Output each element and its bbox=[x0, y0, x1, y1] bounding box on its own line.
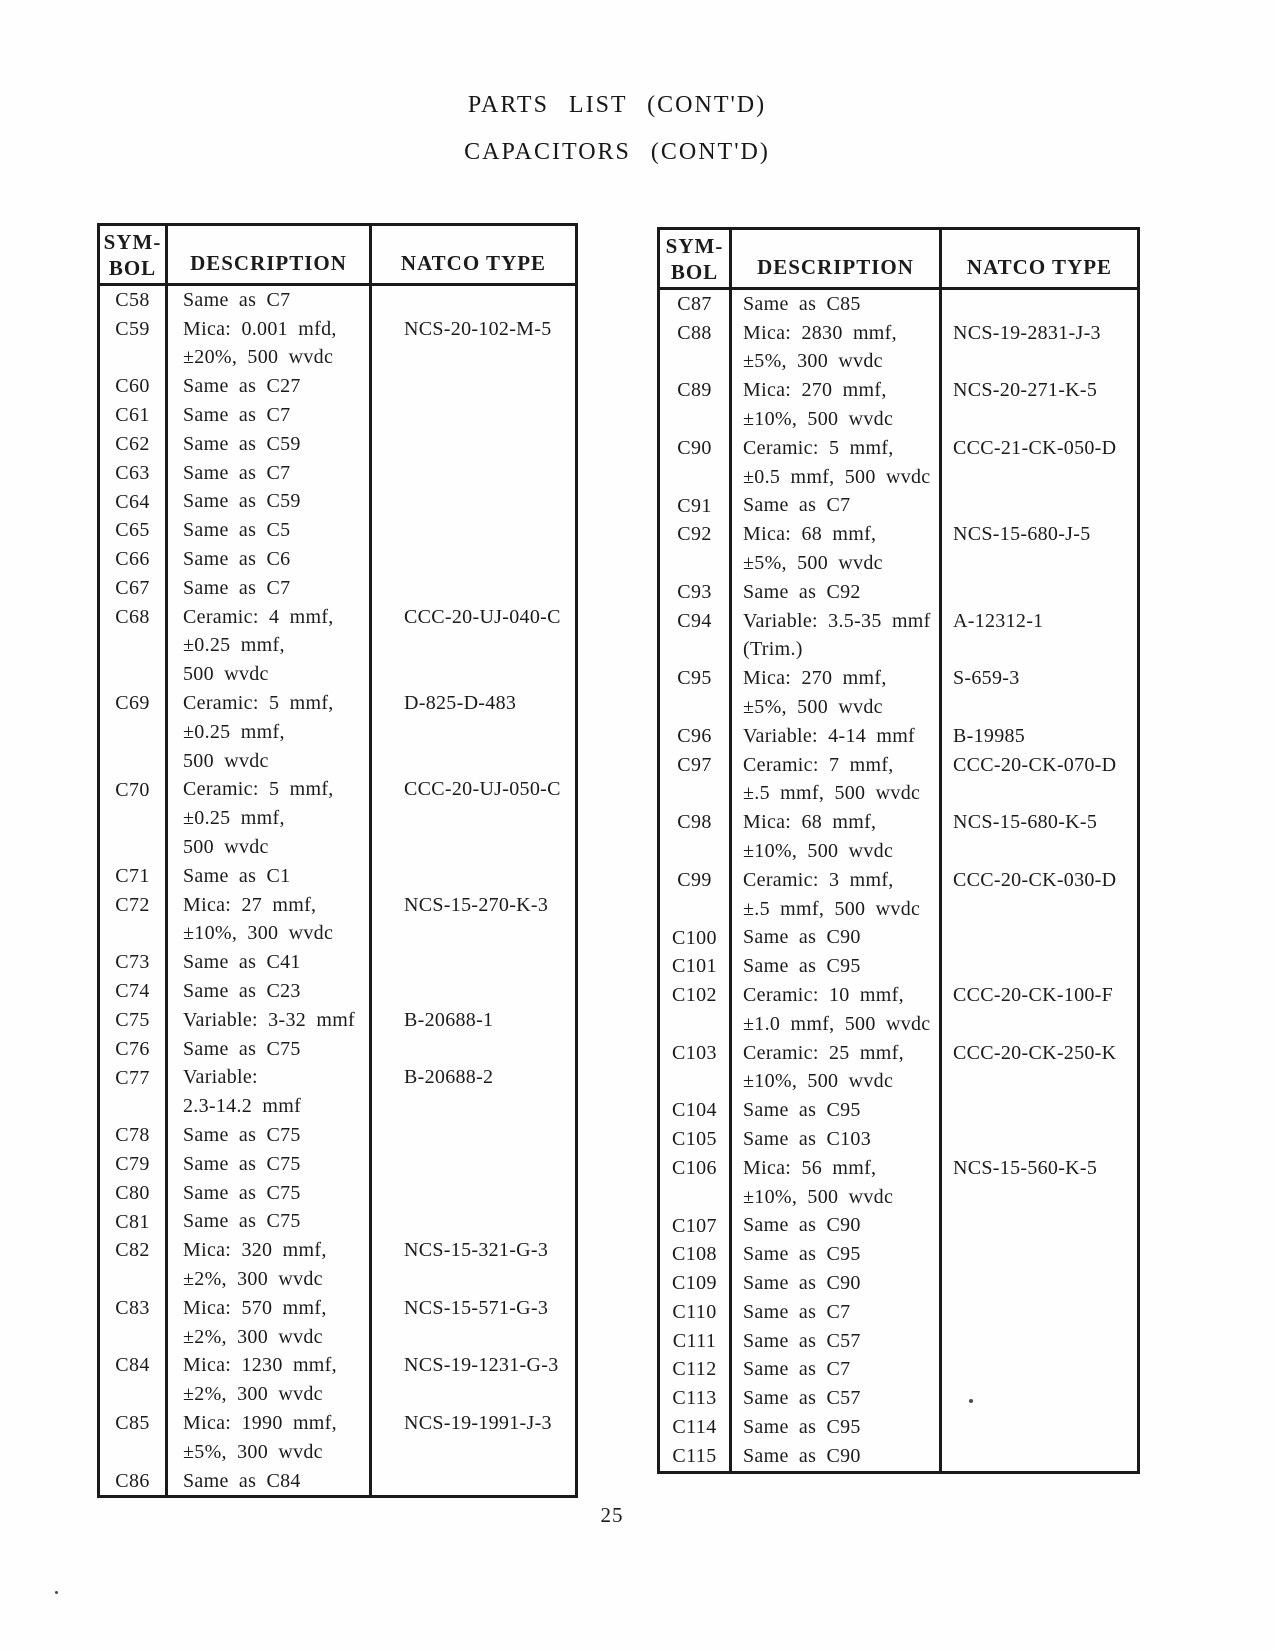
symbol-cell: C102 bbox=[660, 981, 732, 1039]
natco-type-cell: B-20688-2 bbox=[404, 1066, 494, 1089]
natco-type-cell: D-825-D-483 bbox=[404, 692, 517, 715]
symbol-header-line1: SYM- bbox=[103, 229, 162, 254]
table-body bbox=[660, 290, 1137, 1471]
table-row bbox=[660, 722, 1137, 751]
description-cell: Same as C95 bbox=[732, 1413, 942, 1442]
natco-type-cell: A-12312-1 bbox=[953, 609, 1044, 632]
description-cell: Same as C75 bbox=[168, 1179, 372, 1208]
description-cell: Ceramic: 5 mmf, ±0.25 mmf, 500 wvdc bbox=[168, 776, 372, 862]
natco-type-cell bbox=[372, 1035, 575, 1064]
symbol-cell: C95 bbox=[660, 664, 732, 722]
symbol-cell: C86 bbox=[100, 1467, 168, 1496]
description-column-header: DESCRIPTION bbox=[732, 230, 942, 287]
description-cell: Mica: 1230 mmf, ±2%, 300 wvdc bbox=[168, 1351, 372, 1409]
table-row bbox=[660, 1442, 1137, 1471]
description-cell: Same as C85 bbox=[732, 290, 942, 319]
description-cell: Same as C23 bbox=[168, 977, 372, 1006]
natco-type-cell bbox=[372, 574, 575, 603]
natco-type-cell bbox=[372, 459, 575, 488]
description-cell: Variable: 4-14 mmf bbox=[732, 722, 942, 751]
natco-type-cell bbox=[372, 862, 575, 891]
natco-type-cell: NCS-15-560-K-5 bbox=[953, 1156, 1098, 1179]
description-cell: Ceramic: 4 mmf, ±0.25 mmf, 500 wvdc bbox=[168, 603, 372, 689]
table-row bbox=[660, 1413, 1137, 1442]
symbol-cell: C110 bbox=[660, 1298, 732, 1327]
description-cell: Same as C7 bbox=[168, 574, 372, 603]
description-cell: Same as C75 bbox=[168, 1121, 372, 1150]
table-body bbox=[100, 286, 575, 1495]
natco-type-cell: B-20688-1 bbox=[404, 1008, 494, 1031]
natco-type-cell bbox=[942, 1327, 1137, 1356]
table-row bbox=[660, 1298, 1137, 1327]
natco-type-cell: NCS-19-1991-J-3 bbox=[404, 1411, 552, 1434]
table-row bbox=[660, 1125, 1137, 1154]
symbol-cell: C97 bbox=[660, 751, 732, 809]
table-row bbox=[100, 689, 575, 775]
symbol-cell: C82 bbox=[100, 1236, 168, 1294]
description-cell: Mica: 27 mmf, ±10%, 300 wvdc bbox=[168, 891, 372, 949]
symbol-cell: C84 bbox=[100, 1351, 168, 1409]
description-cell: Variable: 3.5-35 mmf (Trim.) bbox=[732, 607, 942, 665]
description-cell: Same as C7 bbox=[168, 401, 372, 430]
symbol-cell: C113 bbox=[660, 1384, 732, 1413]
natco-type-cell: CCC-20-CK-250-K bbox=[953, 1041, 1117, 1064]
symbol-cell: C103 bbox=[660, 1039, 732, 1097]
natco-type-cell: NCS-15-680-K-5 bbox=[953, 811, 1098, 834]
symbol-header-line2: BOL bbox=[108, 255, 157, 280]
table-row bbox=[100, 459, 575, 488]
symbol-cell: C104 bbox=[660, 1096, 732, 1125]
symbol-column-header bbox=[660, 230, 732, 287]
natco-type-column-header: NATCO TYPE bbox=[400, 251, 547, 275]
table-row bbox=[660, 1384, 1137, 1413]
description-cell: Mica: 270 mmf, ±5%, 500 wvdc bbox=[732, 664, 942, 722]
description-cell: Mica: 56 mmf, ±10%, 500 wvdc bbox=[732, 1154, 942, 1212]
table-row bbox=[660, 290, 1137, 319]
symbol-cell: C73 bbox=[100, 948, 168, 977]
natco-type-cell bbox=[942, 1442, 1137, 1471]
description-cell: Mica: 320 mmf, ±2%, 300 wvdc bbox=[168, 1236, 372, 1294]
symbol-cell: C109 bbox=[660, 1269, 732, 1298]
page-title: PARTS LIST (CONT'D) bbox=[467, 92, 767, 118]
table-row bbox=[660, 1039, 1137, 1097]
table-row bbox=[660, 1212, 1137, 1241]
symbol-cell: C76 bbox=[100, 1035, 168, 1064]
description-cell: Same as C90 bbox=[732, 1269, 942, 1298]
page-number: 25 bbox=[600, 1503, 624, 1527]
natco-type-cell bbox=[372, 1467, 575, 1496]
table-row bbox=[100, 977, 575, 1006]
description-cell: Variable: 3-32 mmf bbox=[168, 1006, 372, 1035]
natco-type-cell bbox=[942, 290, 1137, 319]
natco-type-cell bbox=[372, 545, 575, 574]
table-row bbox=[660, 319, 1137, 377]
natco-type-cell bbox=[372, 948, 575, 977]
symbol-cell: C115 bbox=[660, 1442, 732, 1471]
symbol-cell: C101 bbox=[660, 952, 732, 981]
description-cell: Mica: 2830 mmf, ±5%, 300 wvdc bbox=[732, 319, 942, 377]
description-cell: Same as C103 bbox=[732, 1125, 942, 1154]
natco-type-cell bbox=[372, 1208, 575, 1237]
natco-type-cell bbox=[942, 1413, 1137, 1442]
description-cell: Same as C75 bbox=[168, 1035, 372, 1064]
table-row bbox=[100, 1294, 575, 1352]
natco-type-cell: CCC-20-CK-100-F bbox=[953, 984, 1114, 1007]
symbol-cell: C105 bbox=[660, 1125, 732, 1154]
table-row bbox=[660, 492, 1137, 521]
description-cell: Same as C90 bbox=[732, 1212, 942, 1241]
table-row bbox=[100, 1409, 575, 1467]
description-cell: Same as C75 bbox=[168, 1208, 372, 1237]
symbol-cell: C93 bbox=[660, 578, 732, 607]
natco-type-cell bbox=[942, 578, 1137, 607]
natco-type-cell bbox=[372, 1150, 575, 1179]
symbol-cell: C98 bbox=[660, 808, 732, 866]
symbol-cell: C89 bbox=[660, 376, 732, 434]
symbol-cell: C90 bbox=[660, 434, 732, 492]
natco-type-column-header: NATCO TYPE bbox=[966, 255, 1113, 279]
description-cell: Same as C5 bbox=[168, 516, 372, 545]
symbol-cell: C99 bbox=[660, 866, 732, 924]
description-cell: Mica: 0.001 mfd, ±20%, 500 wvdc bbox=[168, 315, 372, 373]
table-row bbox=[100, 315, 575, 373]
natco-type-cell bbox=[942, 1298, 1137, 1327]
ink-speck bbox=[55, 1591, 58, 1594]
natco-type-cell: NCS-19-2831-J-3 bbox=[953, 321, 1101, 344]
natco-type-cell: CCC-20-CK-030-D bbox=[953, 868, 1117, 891]
table-row bbox=[100, 1208, 575, 1237]
table-row bbox=[100, 430, 575, 459]
natco-type-cell bbox=[942, 1096, 1137, 1125]
symbol-cell: C85 bbox=[100, 1409, 168, 1467]
symbol-cell: C94 bbox=[660, 607, 732, 665]
table-row bbox=[660, 664, 1137, 722]
description-cell: Same as C7 bbox=[732, 1298, 942, 1327]
table-row bbox=[660, 607, 1137, 665]
description-cell: Same as C7 bbox=[168, 286, 372, 315]
symbol-header-line2: BOL bbox=[670, 259, 719, 284]
description-cell: Ceramic: 5 mmf, ±0.25 mmf, 500 wvdc bbox=[168, 689, 372, 775]
symbol-cell: C87 bbox=[660, 290, 732, 319]
natco-type-cell bbox=[372, 286, 575, 315]
description-cell: Same as C6 bbox=[168, 545, 372, 574]
symbol-cell: C62 bbox=[100, 430, 168, 459]
table-row bbox=[100, 1150, 575, 1179]
table-row bbox=[100, 776, 575, 862]
description-cell: Same as C1 bbox=[168, 862, 372, 891]
symbol-cell: C77 bbox=[100, 1064, 168, 1122]
table-row bbox=[100, 401, 575, 430]
table-row bbox=[100, 574, 575, 603]
table-row bbox=[660, 1240, 1137, 1269]
description-cell: Ceramic: 10 mmf, ±1.0 mmf, 500 wvdc bbox=[732, 981, 942, 1039]
natco-type-cell: NCS-20-102-M-5 bbox=[404, 317, 552, 340]
symbol-cell: C58 bbox=[100, 286, 168, 315]
natco-type-cell: S-659-3 bbox=[953, 667, 1020, 690]
table-row bbox=[660, 1269, 1137, 1298]
table-row bbox=[660, 434, 1137, 492]
description-cell: Same as C57 bbox=[732, 1327, 942, 1356]
description-column-header: DESCRIPTION bbox=[168, 226, 372, 283]
table-row bbox=[100, 948, 575, 977]
table-row bbox=[100, 1467, 575, 1496]
symbol-cell: C96 bbox=[660, 722, 732, 751]
description-cell: Ceramic: 5 mmf, ±0.5 mmf, 500 wvdc bbox=[732, 434, 942, 492]
table-row bbox=[100, 545, 575, 574]
section-title: CAPACITORS (CONT'D) bbox=[464, 139, 770, 165]
description-cell: Same as C7 bbox=[732, 1355, 942, 1384]
symbol-cell: C83 bbox=[100, 1294, 168, 1352]
symbol-cell: C69 bbox=[100, 689, 168, 775]
natco-type-cell: CCC-20-UJ-050-C bbox=[404, 778, 561, 801]
table-row bbox=[660, 1096, 1137, 1125]
table-row bbox=[660, 520, 1137, 578]
description-cell: Mica: 68 mmf, ±5%, 500 wvdc bbox=[732, 520, 942, 578]
table-row bbox=[100, 1064, 575, 1122]
natco-type-cell: NCS-15-270-K-3 bbox=[404, 893, 549, 916]
natco-type-cell bbox=[372, 516, 575, 545]
symbol-cell: C61 bbox=[100, 401, 168, 430]
symbol-cell: C64 bbox=[100, 488, 168, 517]
natco-type-cell bbox=[942, 1240, 1137, 1269]
natco-type-cell bbox=[372, 430, 575, 459]
symbol-header-line1: SYM- bbox=[665, 233, 724, 258]
symbol-cell: C78 bbox=[100, 1121, 168, 1150]
symbol-cell: C68 bbox=[100, 603, 168, 689]
table-row bbox=[100, 1179, 575, 1208]
table-row bbox=[100, 1351, 575, 1409]
natco-type-cell bbox=[372, 977, 575, 1006]
description-cell: Same as C7 bbox=[732, 492, 942, 521]
description-cell: Same as C90 bbox=[732, 1442, 942, 1471]
natco-type-cell bbox=[372, 1179, 575, 1208]
description-cell: Same as C41 bbox=[168, 948, 372, 977]
symbol-cell: C80 bbox=[100, 1179, 168, 1208]
natco-type-cell bbox=[372, 401, 575, 430]
natco-type-cell bbox=[942, 924, 1137, 953]
symbol-cell: C100 bbox=[660, 924, 732, 953]
natco-type-cell bbox=[942, 1269, 1137, 1298]
description-cell: Same as C84 bbox=[168, 1467, 372, 1496]
symbol-column-header bbox=[100, 226, 168, 283]
symbol-cell: C107 bbox=[660, 1212, 732, 1241]
symbol-cell: C106 bbox=[660, 1154, 732, 1212]
symbol-cell: C91 bbox=[660, 492, 732, 521]
table-row bbox=[660, 981, 1137, 1039]
description-cell: Mica: 68 mmf, ±10%, 500 wvdc bbox=[732, 808, 942, 866]
natco-type-cell bbox=[942, 1212, 1137, 1241]
description-cell: Same as C75 bbox=[168, 1150, 372, 1179]
description-cell: Same as C90 bbox=[732, 924, 942, 953]
table-row bbox=[100, 372, 575, 401]
ink-speck bbox=[969, 1399, 973, 1403]
table-header bbox=[100, 226, 575, 286]
symbol-cell: C108 bbox=[660, 1240, 732, 1269]
natco-type-cell: B-19985 bbox=[953, 724, 1026, 747]
symbol-cell: C70 bbox=[100, 776, 168, 862]
description-cell: Ceramic: 25 mmf, ±10%, 500 wvdc bbox=[732, 1039, 942, 1097]
symbol-cell: C59 bbox=[100, 315, 168, 373]
description-cell: Mica: 570 mmf, ±2%, 300 wvdc bbox=[168, 1294, 372, 1352]
description-cell: Ceramic: 7 mmf, ±.5 mmf, 500 wvdc bbox=[732, 751, 942, 809]
symbol-cell: C79 bbox=[100, 1150, 168, 1179]
natco-type-cell: NCS-20-271-K-5 bbox=[953, 379, 1098, 402]
natco-type-cell: NCS-19-1231-G-3 bbox=[404, 1354, 559, 1377]
natco-type-cell bbox=[372, 372, 575, 401]
symbol-cell: C92 bbox=[660, 520, 732, 578]
table-row bbox=[100, 603, 575, 689]
table-row bbox=[660, 952, 1137, 981]
table-row bbox=[100, 862, 575, 891]
table-row bbox=[100, 891, 575, 949]
table-row bbox=[660, 1154, 1137, 1212]
table-row bbox=[100, 1006, 575, 1035]
table-row bbox=[660, 866, 1137, 924]
symbol-cell: C88 bbox=[660, 319, 732, 377]
description-cell: Same as C59 bbox=[168, 430, 372, 459]
symbol-cell: C65 bbox=[100, 516, 168, 545]
symbol-cell: C75 bbox=[100, 1006, 168, 1035]
natco-type-cell bbox=[372, 1121, 575, 1150]
table-row bbox=[660, 808, 1137, 866]
table-row bbox=[100, 286, 575, 315]
natco-type-cell: CCC-20-CK-070-D bbox=[953, 753, 1117, 776]
capacitor-table-left bbox=[97, 223, 578, 1498]
table-row bbox=[100, 1035, 575, 1064]
natco-type-cell bbox=[372, 488, 575, 517]
table-row bbox=[660, 1327, 1137, 1356]
description-cell: Same as C95 bbox=[732, 952, 942, 981]
description-cell: Mica: 1990 mmf, ±5%, 300 wvdc bbox=[168, 1409, 372, 1467]
table-row bbox=[660, 1355, 1137, 1384]
natco-type-cell bbox=[942, 1125, 1137, 1154]
natco-type-cell: NCS-15-321-G-3 bbox=[404, 1239, 549, 1262]
symbol-cell: C112 bbox=[660, 1355, 732, 1384]
table-row bbox=[660, 924, 1137, 953]
table-row bbox=[100, 516, 575, 545]
description-cell: Same as C95 bbox=[732, 1240, 942, 1269]
description-cell: Same as C57 bbox=[732, 1384, 942, 1413]
description-cell: Same as C95 bbox=[732, 1096, 942, 1125]
table-row bbox=[100, 1236, 575, 1294]
natco-type-cell bbox=[942, 952, 1137, 981]
symbol-cell: C81 bbox=[100, 1208, 168, 1237]
natco-type-cell: CCC-21-CK-050-D bbox=[953, 436, 1117, 459]
description-cell: Ceramic: 3 mmf, ±.5 mmf, 500 wvdc bbox=[732, 866, 942, 924]
symbol-cell: C63 bbox=[100, 459, 168, 488]
table-header bbox=[660, 230, 1137, 290]
table-row bbox=[100, 488, 575, 517]
description-cell: Same as C92 bbox=[732, 578, 942, 607]
symbol-cell: C111 bbox=[660, 1327, 732, 1356]
symbol-cell: C72 bbox=[100, 891, 168, 949]
table-row bbox=[660, 578, 1137, 607]
symbol-cell: C67 bbox=[100, 574, 168, 603]
natco-type-cell: NCS-15-680-J-5 bbox=[953, 523, 1091, 546]
description-cell: Mica: 270 mmf, ±10%, 500 wvdc bbox=[732, 376, 942, 434]
natco-type-cell: CCC-20-UJ-040-C bbox=[404, 605, 561, 628]
description-cell: Same as C59 bbox=[168, 488, 372, 517]
description-cell: Same as C7 bbox=[168, 459, 372, 488]
natco-type-cell: NCS-15-571-G-3 bbox=[404, 1296, 549, 1319]
symbol-cell: C71 bbox=[100, 862, 168, 891]
symbol-cell: C114 bbox=[660, 1413, 732, 1442]
natco-type-cell bbox=[942, 492, 1137, 521]
table-row bbox=[100, 1121, 575, 1150]
capacitor-table-right bbox=[657, 227, 1140, 1474]
symbol-cell: C74 bbox=[100, 977, 168, 1006]
natco-type-cell bbox=[942, 1355, 1137, 1384]
symbol-cell: C60 bbox=[100, 372, 168, 401]
description-cell: Variable: 2.3-14.2 mmf bbox=[168, 1064, 372, 1122]
table-row bbox=[660, 751, 1137, 809]
symbol-cell: C66 bbox=[100, 545, 168, 574]
description-cell: Same as C27 bbox=[168, 372, 372, 401]
table-row bbox=[660, 376, 1137, 434]
